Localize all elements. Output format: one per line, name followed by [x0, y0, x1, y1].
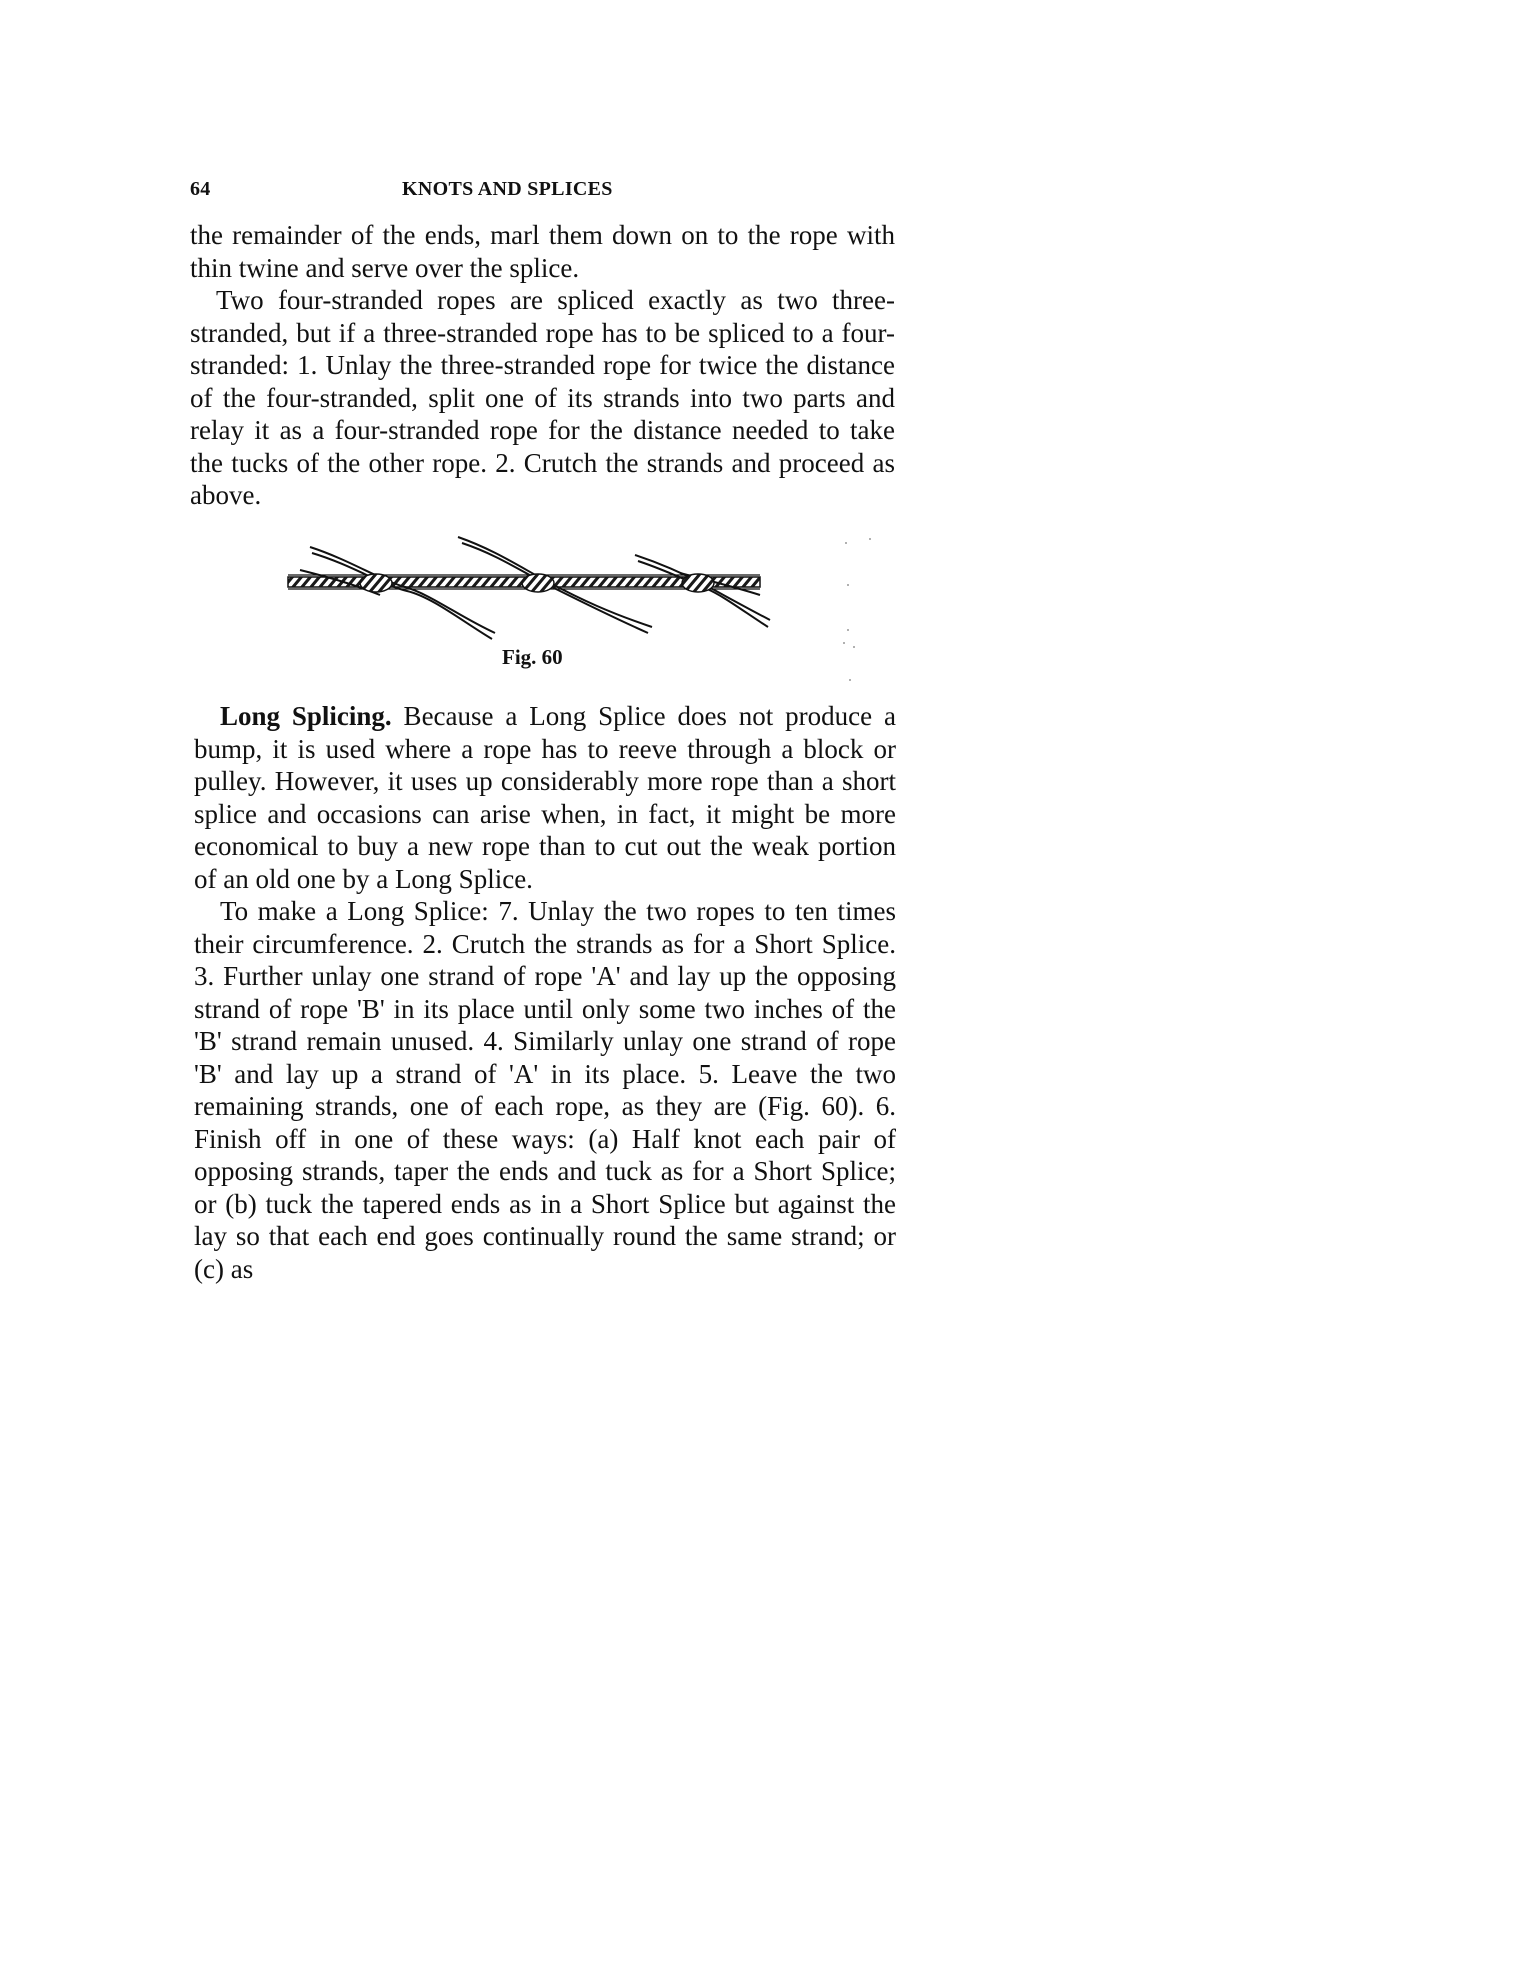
- page-number: 64: [190, 178, 211, 200]
- figure-caption: Fig. 60: [502, 645, 563, 669]
- long-splice-rope-illustration-icon: [280, 525, 780, 645]
- long-splicing-intro: Because a Long Splice does not produce a bump, it is used where a rope has to reeve through a block or pulley. However, it uses up considerably more rope than a short splice and occasions can arise when, in fact, it might be more economical to buy a new rope than to cut out the weak portion of an old one by a Long Splice.: [194, 701, 896, 894]
- paragraph-continuation: the remainder of the ends, marl them down on to the rope with thin twine and serve over the splice.: [190, 220, 895, 283]
- running-title: KNOTS AND SPLICES: [402, 178, 613, 200]
- section-heading: Long Splicing.: [220, 701, 392, 731]
- text-block-top: [190, 219, 895, 512]
- paragraph-four-stranded: Two four-stranded ropes are spliced exactly as two three-stranded, but if a three-stranded rope has to be spliced to a four-stranded: 1. Unlay the three-stranded rope for twice the distance of the four-stranded, split one of its strands into two parts and relay it as a four-stranded rope for the distance needed to take the tucks of the other rope. 2. Crutch the strands and proceed as above.: [190, 285, 895, 510]
- scan-specks-icon: [840, 535, 880, 685]
- paragraph-long-splicing: [194, 700, 896, 895]
- running-head: [190, 178, 890, 208]
- paragraph-long-splice-steps: To make a Long Splice: 7. Unlay the two ropes to ten times their circumference. 2. Crutch the strands as for a Short Splice. 3. Further unlay one strand of rope 'A' and lay up the opposing strand of rope 'B' in its place until only some two inches of the 'B' strand remain unused. 4. Similarly unlay one strand of rope 'B' and lay up a strand of 'A' in its place. 5. Leave the two remaining strands, one of each rope, as they are (Fig. 60). 6. Finish off in one of these ways: (a) Half knot each pair of opposing strands, taper the ends and tuck as for a Short Splice; or (b) tuck the tapered ends as in a Short Splice but against the lay so that each end goes continually round the same strand; or (c) as: [194, 896, 896, 1284]
- text-block-bottom: [194, 700, 896, 1285]
- figure-60: [280, 525, 780, 685]
